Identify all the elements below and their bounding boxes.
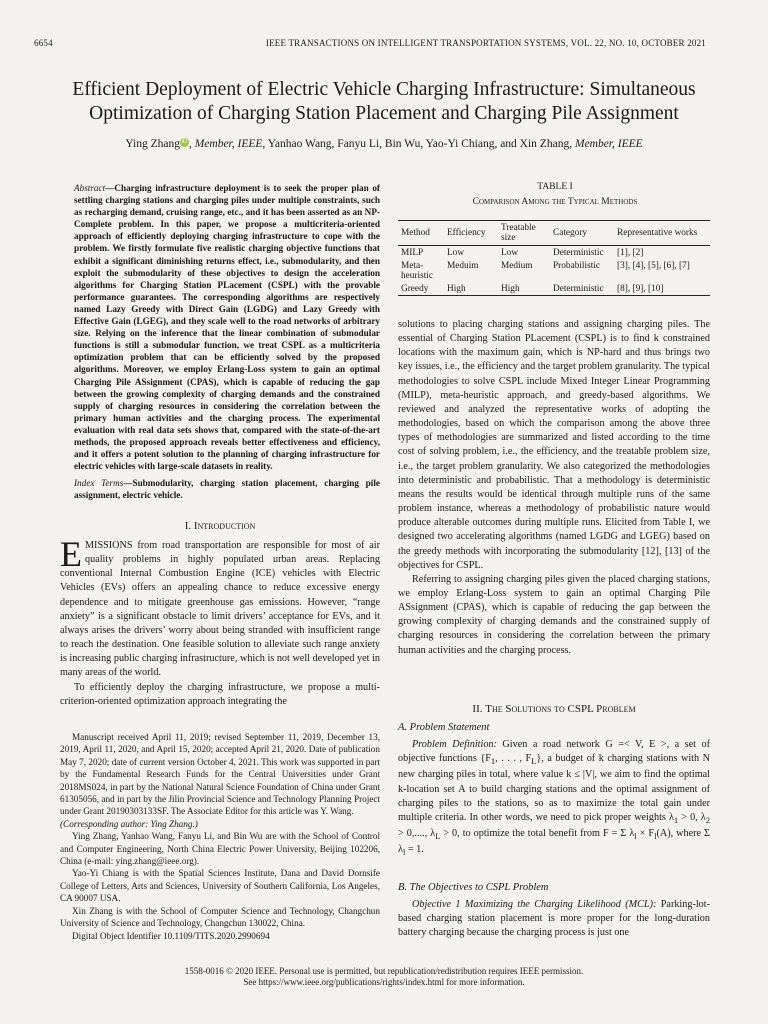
table-cell: Low — [447, 247, 465, 258]
table-cell: MILP — [401, 247, 424, 258]
author-member-2: Member, IEEE — [574, 138, 643, 150]
table-title: Comparison Among the Typical Methods — [472, 197, 638, 207]
paper-title — [30, 78, 738, 126]
subsection-a-heading: A. Problem Statement — [398, 722, 490, 733]
right-column-body — [398, 318, 710, 658]
objective-1 — [398, 898, 710, 940]
author-first: Ying Zhang — [125, 138, 180, 150]
table-cell: [3], [4], [5], [6], [7] — [617, 260, 690, 271]
author-member-1: Member, IEEE — [194, 138, 263, 150]
index-terms-text: —Submodularity, charging station placement, charging pile assignment, electric vehicle. — [74, 478, 380, 501]
definition-text: > 0,...., λ — [398, 828, 436, 839]
abstract-text: —Charging infrastructure deployment is to seek the proper plan of settling charging stations and charging piles under multiple constraints, such as recharging demand, cruising range, etc., and it has been asserted as an NP-Complete problem. In this paper, we propose a multicriteria-oriented approach of efficiently deploying charging infrastructure to cope with the problem. We firstly formulate five realistic charging objective functions that exhibit a significant diminishing returns effect, i.e., submodularity, and then exploit the submodularity of these objectives to design the acceleration algorithms for Charging Station PLacement (CSPL) with the provable performance guarantees. The corresponding algorithms are respectively named Lazy Greedy with Direct Gain (LGDG) and Lazy Greedy with Effective Gain (LGEG), and they scale well to the road networks of arbitrary size. Relying on the inference that the linear combination of submodular functions is still a submodular function, we treat CSPL as a multicriteria optimization problem that can be efficiently solved by the proposed algorithms. Moreover, we employ Erlang-Loss system to gain an optimal Charging Pile ASsignment (CPAS), which is capable of reducing the gap between the growing complexity of charging demands and the constrained supply of charging resources in considering the correlation between the primary human activities and the charging process. The experimental evaluation with real data sets shows that, compared with the state-of-the-art methods, the proposed approach reveals better effectiveness and efficiency, and it offers a potent solution to the planning of charging infrastructure for electric vehicles with large-scale datasets in reality. — [74, 183, 380, 472]
intro-paragraph-1: MISSIONS from road transportation are responsible for most of air quality problems in highly populated urban areas. Replacing conventional Internal Combustion Engine (ICE) vehicles with Electric Vehicles (EVs) offers an appealing chance to reduce excessive energy dependence and to mitigate greenhouse gas emissions. However, “range anxiety” is a significant obstacle to limit drivers’ acceptance for EVs, and it always arises the drivers’ worry about being stranded with insufficient range to reach the destination. One feasible solution to alleviate such range anxiety is increasing public charging infrastructure, which is not well developed yet in many areas of the world. — [60, 540, 380, 679]
table-header-cell: Efficiency — [447, 228, 486, 238]
orcid-icon[interactable]: iD — [181, 139, 188, 145]
table-cell: Probabilistic — [553, 260, 600, 271]
table-cell: Deterministic — [553, 247, 604, 258]
body-paragraph-2: Referring to assigning charging piles given the placed charging stations, we employ Erlang-Loss system to gain an optimal Charging Pile ASsignment (CPAS), which is capable of reducing the gap between the growing complexity of charging demands and the constrained supply of charging resources in considering the correlation between the primary human activities and the charging process. — [398, 573, 710, 656]
objective-1-lead: Objective 1 Maximizing the Charging Likelihood (MCL): — [412, 899, 657, 910]
intro-heading-number: I. — [184, 520, 194, 532]
definition-text: × F — [636, 828, 655, 839]
body-paragraph-1: solutions to placing charging stations and assigning charging piles. The essential of Charging Station PLacement (CSPL) is to find k constrained locations with the maximum gain, which is NP-hard and thus brings two key issues, i.e., the efficiency and the target problem granularity. The typical methodologies to solve CSPL include Mixed Integer Linear Programming (MILP), meta-heuristic approach, and greedy-based algorithms. We reviewed and analyzed the representative works of adopting the methodologies, based on which the comparison among the above three types of methodologies are summarized and listed according to the time cost of solving problem, i.e., the efficiency, and the treatable problem size, i.e., the target problem granularity. We also categorized the methodologies into deterministic and probabilistic. That a methodology is deterministic means the results would be identical through multiple runs of the same problem instance, whereas a methodology of probabilistic nature would produce alterable outcomes during multiple runs. Elicited from Table I, we designed two accelerating algorithms (named LGDG and LGEG) based on the greedy methods with incorporating the submodularity [12], [13] of the objectives for CSPL. — [398, 319, 710, 571]
footnotes — [60, 731, 380, 942]
section-2-number: II. — [472, 703, 486, 715]
index-terms-lead: Index Terms — [74, 478, 124, 488]
journal-header: IEEE TRANSACTIONS ON INTELLIGENT TRANSPORTATION SYSTEMS, VOL. 22, NO. 10, OCTOBER 2021 — [265, 38, 706, 48]
copyright-notice — [30, 966, 738, 988]
intro-paragraph-2: To efficiently deploy the charging infrastructure, we propose a multi-criterion-oriented optimization approach integrating the — [60, 681, 380, 707]
table-cell: Meta-heuristic — [401, 260, 434, 281]
table-header-cell: Representative works — [617, 228, 698, 238]
title-line-2: Optimization of Charging Station Placement and Charging Pile Assignment — [89, 103, 679, 124]
footnote-doi: Digital Object Identifier 10.1109/TITS.2020.2990694 — [72, 930, 270, 941]
table-label: TABLE I — [537, 182, 573, 192]
copyright-line-2: See https://www.ieee.org/publications/rights/index.html for more information. — [243, 977, 525, 987]
page-number: 6654 — [34, 38, 53, 48]
table-header-cell: Category — [553, 228, 588, 238]
table-cell: [1], [2] — [617, 247, 644, 258]
table-cell: [8], [9], [10] — [617, 283, 664, 294]
table-header-cell: Method — [401, 228, 430, 238]
section-2-text: The Solutions to CSPL Problem — [485, 703, 636, 715]
footnote-affiliation-3: Xin Zhang is with the School of Computer Science and Technology, Changchun University of Science and Technology, Changchun 130022, China. — [60, 905, 380, 929]
abstract-lead: Abstract — [74, 183, 106, 193]
definition-text: , . . . , F — [495, 753, 532, 765]
footnote-affiliation-2: Yao-Yi Chiang is with the Spatial Sciences Institute, Dana and David Dornsife College of Letters, Arts and Sciences, University of Southern California, Los Angeles, CA 90007 USA. — [60, 868, 380, 904]
definition-text: = 1. — [405, 844, 424, 856]
table-row — [398, 259, 710, 282]
author-list: Ying Zhang iD , Member, IEEE, Yanhao Wang, Fanyu Li, Bin Wu, Yao-Yi Chiang, and Xin Zhang, Member, IEEE — [125, 138, 643, 150]
drop-cap: E — [60, 534, 82, 574]
table-cell: High — [447, 283, 466, 294]
table-cell: High — [501, 283, 520, 294]
definition-text: (A), where Σ λ — [398, 828, 710, 856]
table-row — [398, 282, 710, 296]
table-header-row — [398, 221, 710, 246]
table-cell: Deterministic — [553, 283, 604, 294]
footnote-affiliation-1: Ying Zhang, Yanhao Wang, Fanyu Li, and Bin Wu are with the School of Control and Computer Engineering, North China Electric Power University, Beijing 102206, China (e-mail: ying.zhang@ieee.org). — [60, 831, 380, 867]
objective-1-text: Parking-lot-based charging station placement is more proper for the long-duration battery charging because the charging process is just one — [398, 899, 710, 939]
definition-text: > 0, λ — [678, 811, 706, 823]
footnote-received: Manuscript received April 11, 2019; revised September 11, 2019, December 13, 2019, April 11, 2020, and April 15, 2020; accepted April 21, 2020. Date of publication May 7, 2020; date of current version October 4, 2021. This work was supported in part by the Fundamental Research Funds for the Central Universities under Grant 2018MS024, in part by the National Natural Science Foundation of China under Grant 61305056, and in part by the Jilin Provincial Science and Technology Planning Project under Grant 20190303133SF. The Associate Editor for this article was Y. Wang. — [60, 732, 380, 817]
definition-text: > 0, to optimize the total benefit from F = Σ λ — [440, 828, 635, 839]
table-cell: Low — [501, 247, 519, 258]
abstract — [74, 182, 380, 472]
intro-body — [60, 534, 380, 709]
intro-heading-text: Introduction — [193, 520, 256, 532]
title-line-1: Efficient Deployment of Electric Vehicle Charging Infrastructure: Simultaneous — [72, 79, 696, 100]
table-cell: Greedy — [401, 283, 429, 294]
footnote-corresponding: (Corresponding author: Ying Zhang.) — [60, 818, 198, 829]
index-terms — [74, 477, 380, 501]
table-cell: Meduim — [447, 260, 479, 271]
table-cell: Medium — [501, 260, 533, 271]
intro-heading — [60, 520, 380, 532]
definition-text: }, a budget of k charging stations with N new charging piles in total, where value k ≤ |V|, we aim to find the optimal k-location set A to build charging stations and the optimal assignment of charging piles to the stations, so as to maximize the total gain under multiple criteria. In other words, we need to pick proper weights λ — [398, 753, 710, 823]
table-caption — [400, 180, 710, 210]
definition-text: Given a road network G =< V, E >, a set of objective functions {F — [398, 739, 710, 765]
problem-definition: Problem Definition: Given a road network G =< V, E >, a set of objective functions {$F_1$, . . . , $F_L$}, a budget of k charging stations with N new charging piles in total, where value k ≤ |V|, we aim to find the optimal k-location set A to build charging stations and the optimal assignment of charging piles to the stations, so as to maximize the total gain under multiple criteria. In other words, we need to pick proper weights $\lambda_1 > 0$, $\lambda_2 > 0$,...., $\lambda_L > 0$, to optimize the total benefit from F = Σ $\lambda_l \times F_l(A)$, where Σ $\lambda_l = 1$. — [398, 739, 710, 858]
author-others: , Yanhao Wang, Fanyu Li, Bin Wu, Yao-Yi Chiang, and Xin Zhang, — [262, 138, 575, 150]
copyright-line-1: 1558-0016 © 2020 IEEE. Personal use is permitted, but republication/redistribution requires IEEE permission. — [184, 966, 584, 976]
table-row — [398, 246, 710, 260]
definition-lead: Problem Definition: — [412, 739, 497, 750]
subsection-b-heading: B. The Objectives to CSPL Problem — [398, 882, 549, 893]
comparison-table — [398, 220, 710, 296]
table-header-cell: Treatable size — [501, 223, 536, 243]
section-2-heading — [398, 703, 710, 715]
